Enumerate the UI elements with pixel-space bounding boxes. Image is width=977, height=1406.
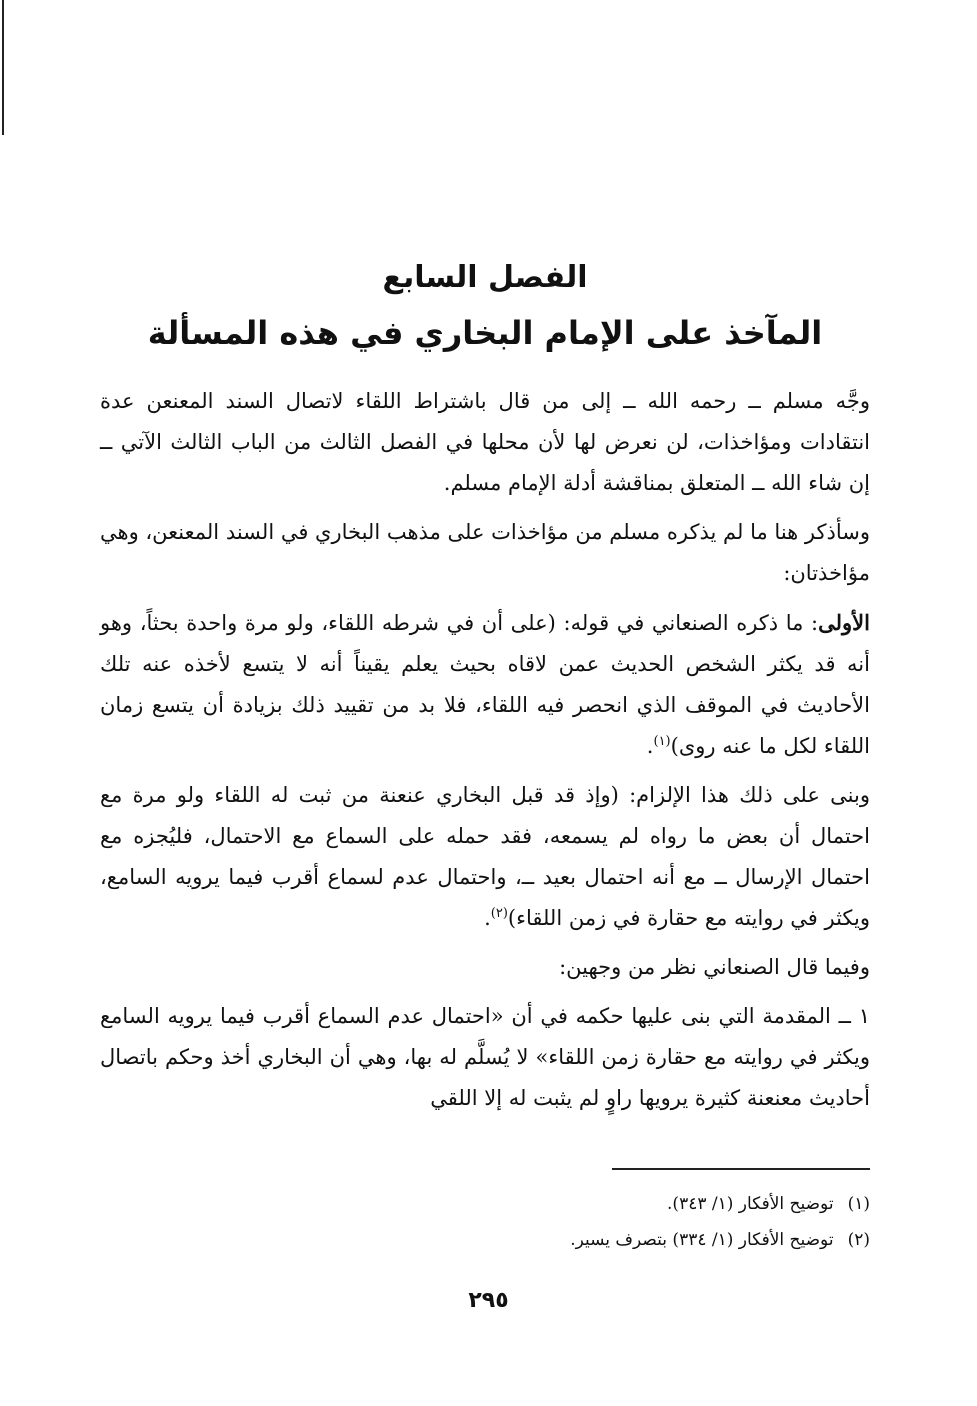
footnote-number: (٢) [847, 1230, 870, 1250]
obligation-end: . [484, 906, 491, 930]
paragraph-point-one: ١ ــ المقدمة التي بنى عليها حكمه في أن «احتمال عدم السماع أقرب فيما يرويه السامع ويكثر في روايته مع حقارة زمن اللقاء» لا يُسلَّم له بها، وهي أن البخاري أخذ وحكم باتصال أحاديث معنعنة كثيرة يرويها راوٍ لم يثبت له إلا اللقي [100, 1004, 870, 1110]
footnote-text: توضيح الأفكار (١/ ٣٤٣). [667, 1194, 834, 1214]
page-number: ٢٩٥ [468, 1288, 509, 1313]
first-objection-text: : ما ذكره الصنعاني في قوله: (على أن في شرطه اللقاء، ولو مرة واحدة بحثاً، وهو أنه قد يكثر الشخص الحديث عمن لاقاه بحيث يعلم يقيناً أنه لا يتسع لأخذه عنه تلك الأحاديث في الموقف الذي انحصر فيه اللقاء، فلا بد من تقييد ذلك بزيادة أن يتسع زمان اللقاء لكل ما عنه روى) [100, 611, 870, 758]
paragraph-objections: وسأذكر هنا ما لم يذكره مسلم من مؤاخذات على مذهب البخاري في السند المعنعن، وهي مؤاخذتان: [100, 520, 870, 585]
page-body [100, 255, 870, 1127]
first-objection-end: . [646, 734, 654, 758]
paragraph-intro: وجَّه مسلم ــ رحمه الله ــ إلى من قال باشتراط اللقاء لاتصال السند المعنعن عدة انتقادات ومؤاخذات، لن نعرض لها لأن محلها في الفصل الثالث من الباب الثالث الآتي ــ إن شاء الله ــ المتعلق بمناقشة أدلة الإمام مسلم. [100, 389, 870, 495]
footnote-ref-2: (٢) [490, 906, 508, 921]
footnote-text: توضيح الأفكار (١/ ٣٣٤) بتصرف يسير. [570, 1230, 834, 1250]
chapter-title: المآخذ على الإمام البخاري في هذه المسألة [147, 314, 823, 352]
scan-edge-line [2, 0, 4, 135]
paragraph-two-aspects: وفيما قال الصنعاني نظر من وجهين: [559, 955, 870, 979]
footnote-item [100, 1222, 870, 1258]
obligation-text: وبنى على ذلك هذا الإلزام: (وإذ قد قبل البخاري عنعنة من ثبت له اللقاء ولو مرة مع احتمال أن بعض ما رواه لم يسمعه، فقد حمله على السماع مع الاحتمال، فليُجزه مع احتمال الإرسال ــ مع أنه احتمال بعيد ــ، واحتمال عدم لسماع أقرب فيما يرويه السامع، ويكثر في روايته مع حقارة في زمن اللقاء) [100, 783, 870, 930]
paragraph-first-objection [100, 602, 870, 767]
chapter-label: الفصل السابع [382, 260, 588, 295]
first-objection-lead: الأولى [818, 610, 870, 635]
footnote-number: (١) [847, 1194, 870, 1214]
footnote-ref-1: (١) [653, 734, 671, 749]
paragraph-obligation [100, 775, 870, 939]
footnote-divider [612, 1168, 870, 1170]
footnotes [100, 1186, 870, 1258]
footnote-item [100, 1186, 870, 1222]
